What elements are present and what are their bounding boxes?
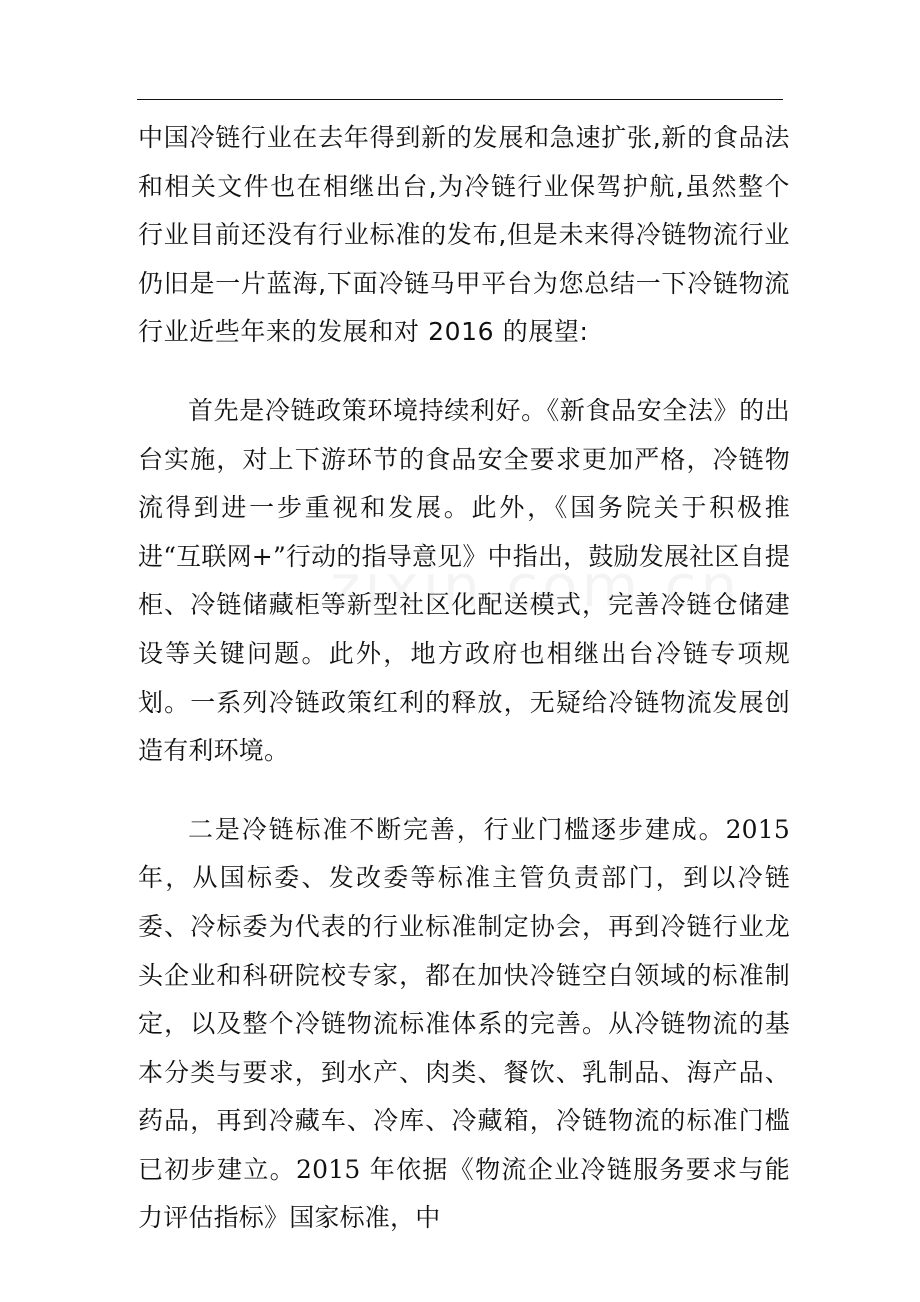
paragraph-policy: 首先是冷链政策环境持续利好。《新食品安全法》的出台实施，对上下游环节的食品安全要求更加严格，冷链物流得到进一步重视和发展。此外，《国务院关于积极推进“互联网+”行动的指导意见》中指出，鼓励发展社区自提柜、冷链储藏柜等新型社区化配送模式，完善冷链仓储建设等关键问题。此外，地方政府也相继出台冷链专项规划。一系列冷链政策红利的释放，无疑给冷链物流发展创造有利环境。 xyxy=(138,395,790,766)
header-rule xyxy=(137,99,783,100)
paragraph-intro: 中国冷链行业在去年得到新的发展和急速扩张,新的食品法和相关文件也在相继出台,为冷链行业保驾护航,虽然整个行业目前还没有行业标准的发布,但是未来得冷链物流行业仍旧是一片蓝海,下面冷链马甲平台为您总结一下冷链物流行业近些年来的发展和对 2016 的展望: xyxy=(138,123,790,347)
paragraph-standards: 二是冷链标准不断完善，行业门槛逐步建成。2015 年，从国标委、发改委等标准主管负责部门，到以冷链委、冷标委为代表的行业标准制定协会，再到冷链行业龙头企业和科研院校专家，都在加快冷链空白领域的标准制定，以及整个冷链物流标准体系的完善。从冷链物流的基本分类与要求，到水产、肉类、餐饮、乳制品、海产品、药品，再到冷藏车、冷库、冷藏箱，冷链物流的标准门槛已初步建立。2015 年依据《物流企业冷链服务要求与能力评估指标》国家标准，中 xyxy=(138,814,790,1233)
document-body xyxy=(138,114,790,1243)
